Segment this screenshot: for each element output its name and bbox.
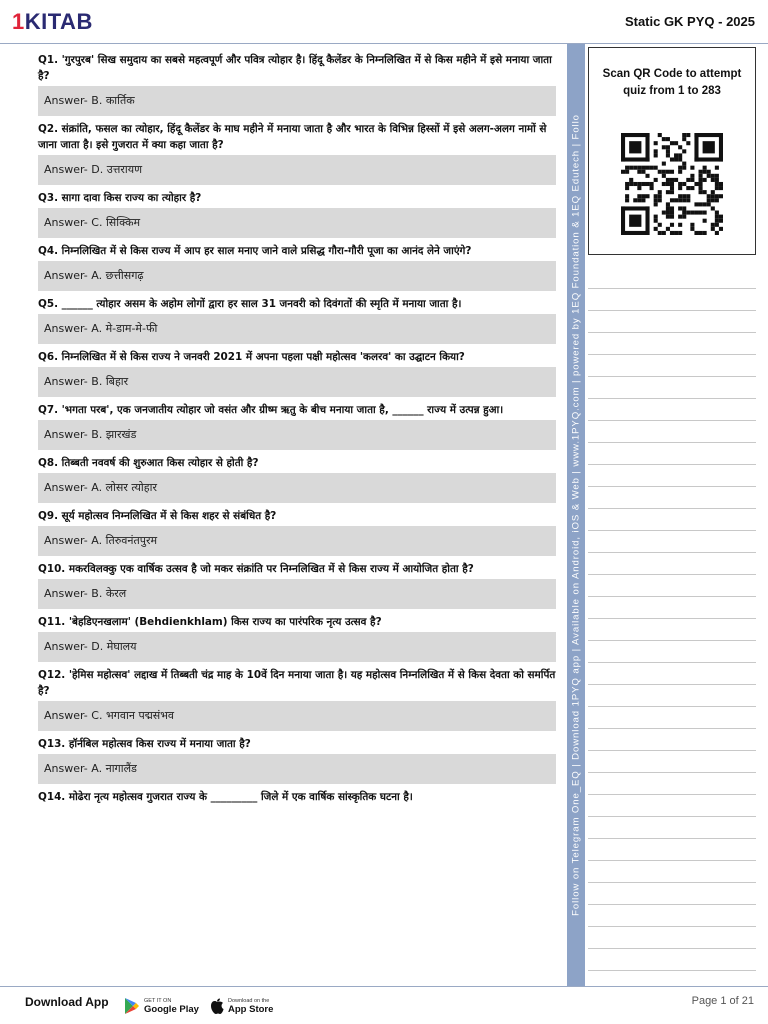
apple-icon xyxy=(210,998,224,1015)
qr-code-image[interactable] xyxy=(621,133,723,235)
note-line xyxy=(588,794,756,795)
note-line xyxy=(588,882,756,883)
question-text: Q14. मोढेरा नृत्य महोत्सव गुजरात राज्य के _________ जिले में एक वार्षिक सांस्कृतिक घटना है। xyxy=(38,791,413,803)
google-play-big: Google Play xyxy=(144,1003,199,1015)
note-line xyxy=(588,530,756,531)
note-line xyxy=(588,728,756,729)
question-list xyxy=(38,50,556,807)
note-line xyxy=(588,486,756,487)
question-text: Q3. सागा दावा किस राज्य का त्योहार है? xyxy=(38,192,202,204)
answer-row: Answer- A. छत्तीसगढ़ xyxy=(38,261,556,291)
answer-row: Answer- C. सिक्किम xyxy=(38,208,556,238)
qr-caption: Scan QR Code to attempt quiz from 1 to 283 xyxy=(602,68,742,97)
answer-row: Answer- A. लोसर त्योहार xyxy=(38,473,556,503)
question-text: Q8. तिब्बती नववर्ष की शुरुआत किस त्योहार से होती है? xyxy=(38,457,259,469)
note-line xyxy=(588,750,756,751)
note-line xyxy=(588,772,756,773)
note-line xyxy=(588,706,756,707)
answer-row: Answer- C. भगवान पद्मसंभव xyxy=(38,701,556,731)
question-text: Q13. हॉर्नबिल महोत्सव किस राज्य में मनाया जाता है? xyxy=(38,738,251,750)
logo-digit: 1 xyxy=(12,9,25,34)
logo-word: KITAB xyxy=(24,9,93,34)
note-line xyxy=(588,552,756,553)
note-line xyxy=(588,332,756,333)
answer-row: Answer- D. मेघालय xyxy=(38,632,556,662)
answer-row: Answer- B. केरल xyxy=(38,579,556,609)
question-text: Q12. 'हेमिस महोत्सव' लद्दाख में तिब्बती चंद्र माह के 10वें दिन मनाया जाता है। यह महोत्सव निम्नलिखित में से किस देवता को समर्पित है? xyxy=(38,669,556,697)
answer-row: Answer- B. झारखंड xyxy=(38,420,556,450)
note-line xyxy=(588,288,756,289)
note-line xyxy=(588,354,756,355)
answer-row: Answer- B. कार्तिक xyxy=(38,86,556,116)
note-line xyxy=(588,420,756,421)
answer-row: Answer- A. नागालैंड xyxy=(38,754,556,784)
answer-row: Answer- B. बिहार xyxy=(38,367,556,397)
question-text: Q2. संक्रांति, फसल का त्योहार, हिंदू कैलेंडर के माघ महीने में मनाया जाता है और भारत के विभिन्न हिस्सों में इसे अलग-अलग नामों से जाना जाता है। इसे गुजरात में क्या कहा जाता है? xyxy=(38,123,547,151)
question-text: Q6. निम्नलिखित में से किस राज्य ने जनवरी 2021 में अपना पहला पक्षी महोत्सव 'कलरव' का उद्घाटन किया? xyxy=(38,351,465,363)
question-text: Q9. सूर्य महोत्सव निम्नलिखित में से किस शहर से संबंधित है? xyxy=(38,510,277,522)
note-line xyxy=(588,640,756,641)
note-line xyxy=(588,398,756,399)
note-line xyxy=(588,508,756,509)
page-footer xyxy=(0,986,768,1024)
app-store-badge[interactable] xyxy=(210,993,273,1019)
note-line xyxy=(588,948,756,949)
google-play-small: GET IT ON xyxy=(144,997,172,1004)
note-line xyxy=(588,618,756,619)
app-store-big: App Store xyxy=(228,1003,274,1015)
note-line xyxy=(588,442,756,443)
note-line xyxy=(588,662,756,663)
note-line xyxy=(588,596,756,597)
side-banner xyxy=(567,44,585,986)
notes-panel xyxy=(585,44,768,986)
note-line xyxy=(588,970,756,971)
question-text: Q7. 'भगता परब', एक जनजातीय त्योहार जो वसंत और ग्रीष्म ऋतु के बीच मनाया जाता है, ______ राज्य में उत्पन्न हुआ। xyxy=(38,404,504,416)
note-line xyxy=(588,904,756,905)
question-text: Q5. ______ त्योहार असम के अहोम लोगों द्वारा हर साल 31 जनवरी को दिवंगतों की स्मृति में मनाया जाता है। xyxy=(38,298,462,310)
note-line xyxy=(588,376,756,377)
note-line xyxy=(588,860,756,861)
page-header xyxy=(0,0,768,44)
app-store-small: Download on the xyxy=(228,997,270,1004)
answer-row: Answer- A. मे-डाम-मे-फी xyxy=(38,314,556,344)
note-line xyxy=(588,838,756,839)
note-line xyxy=(588,926,756,927)
note-line xyxy=(588,816,756,817)
google-play-icon xyxy=(124,997,140,1015)
question-text: Q10. मकरविलक्कु एक वार्षिक उत्सव है जो मकर संक्रांति पर निम्नलिखित में से किस राज्य में आयोजित होता है? xyxy=(38,563,474,575)
question-text: Q11. 'बेहडिएनखलाम' (Behdienkhlam) किस राज्य का पारंपरिक नृत्य उत्सव है? xyxy=(38,616,382,628)
google-play-badge[interactable] xyxy=(124,993,199,1019)
brand-logo xyxy=(12,9,93,35)
download-app-label: Download App xyxy=(25,995,109,1009)
note-line xyxy=(588,464,756,465)
answer-row: Answer- A. तिरुवनंतपुरम xyxy=(38,526,556,556)
page-number: Page 1 of 21 xyxy=(691,995,754,1007)
question-text: Q1. 'गुरपुरब' सिख समुदाय का सबसे महत्वपूर्ण और पवित्र त्योहार है। हिंदू कैलेंडर के निम्नलिखित में से किस महीने में इसे मनाया जाता है? xyxy=(38,54,552,82)
question-text: Q4. निम्नलिखित में से किस राज्य में आप हर साल मनाए जाने वाले प्रसिद्ध गौरा-गौरी पूजा का आनंद लेने जाएंगे? xyxy=(38,245,472,257)
side-banner-text: Follow on Telegram One_EQ | Download 1PYQ app | Available on Android, iOS & Web | www.1PYQ.com | powered by 1EQ Foundation & 1EQ Edutech | Follo xyxy=(570,114,582,916)
note-line xyxy=(588,574,756,575)
note-line xyxy=(588,684,756,685)
qr-card xyxy=(588,47,756,255)
answer-row: Answer- D. उत्तरायण xyxy=(38,155,556,185)
note-line xyxy=(588,310,756,311)
document-title: Static GK PYQ - 2025 xyxy=(624,14,755,29)
